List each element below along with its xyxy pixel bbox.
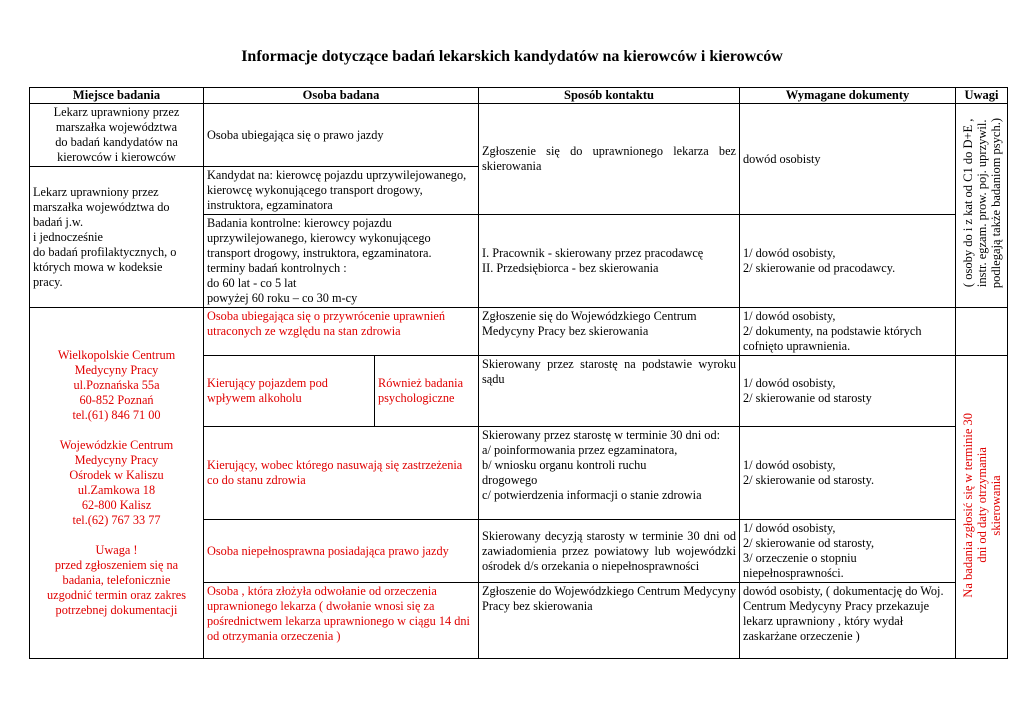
person-restore-license: Osoba ubiegająca się o przywrócenie uprawnień utraconych ze względu na stan zdrowia [204, 308, 479, 356]
docs-disability: 1/ dowód osobisty, 2/ skierowanie od starosty, 3/ orzeczenie o stopniu niepełnosprawności. [740, 520, 956, 583]
header-person: Osoba badana [204, 88, 479, 104]
table-row [30, 308, 1008, 356]
docs-restore: 1/ dowód osobisty, 2/ dokumenty, na podstawie których cofnięto uprawnienia. [740, 308, 956, 356]
contact-doctor: Zgłoszenie się do uprawnionego lekarza bez skierowania [479, 104, 740, 215]
exam-info-table [29, 87, 1008, 659]
note-deadline-30-days: Na badania zgłosić się w terminie 30 dni od daty otrzymania skierowania [956, 356, 1008, 659]
header-contact: Sposób kontaktu [479, 88, 740, 104]
docs-starost-2: 1/ dowód osobisty, 2/ skierowanie od starosty. [740, 427, 956, 520]
docs-id: dowód osobisty [740, 104, 956, 215]
contact-starost-30-days: Skierowany przez starostę w terminie 30 dni od: a/ poinformowania przez egzaminatora, b/ wniosku organu kontroli ruchu drogowego c/ potwierdzenia informacji o stanie zdrowia [479, 427, 740, 520]
person-alcohol: Kierujący pojazdem pod wpływem alkoholu [204, 356, 375, 427]
contact-employee: I. Pracownik - skierowany przez pracodawcę II. Przedsiębiorca - bez skierowania [479, 215, 740, 308]
table-row [30, 104, 1008, 167]
header-docs: Wymagane dokumenty [740, 88, 956, 104]
note-psych-exam: ( osoby do i z kat od C1 do D+E , instr. egzam. prow. poj. uprzywil. podlegają także badaniom psych.) [956, 104, 1008, 308]
person-control-exams: Badania kontrolne: kierowcy pojazdu uprzywilejowanego, kierowcy wykonującego transport drogowy, instruktora, egzaminatora. terminy badań kontrolnych : do 60 lat - co 5 lat powyżej 60 roku – co 30 m-cy [204, 215, 479, 308]
contact-court-verdict: Skierowany przez starostę na podstawie wyroku sądu [479, 356, 740, 427]
person-license-applicant: Osoba ubiegająca się o prawo jazdy [204, 104, 479, 167]
person-psych-also: Również badania psychologiczne [375, 356, 479, 427]
contact-disability: Skierowany decyzją starosty w terminie 30 dni od zawiadomienia przez powiatowy lub wojewódzki ośrodek d/s orzekania o niepełnosprawności [479, 520, 740, 583]
contact-wcmp-1: Zgłoszenie się do Wojewódzkiego Centrum Medycyny Pracy bez skierowania [479, 308, 740, 356]
header-row [30, 88, 1008, 104]
person-appeal: Osoba , która złożyła odwołanie od orzeczenia uprawnionego lekarza ( dwołanie wnosi się za pośrednictwem lekarza uprawnionego w ciągu 14 dni od otrzymania orzeczenia ) [204, 583, 479, 659]
note-empty [956, 308, 1008, 356]
place-occupational-medicine-centers: Wielkopolskie Centrum Medycyny Pracy ul.Poznańska 55a 60-852 Poznań tel.(61) 846 71 00 Wojewódzkie Centrum Medycyny Pracy Ośrodek w Kaliszu ul.Zamkowa 18 62-800 Kalisz tel.(62) 767 33 77 Uwaga ! przed zgłoszeniem się na badania, telefonicznie uzgodnić termin oraz zakres potrzebnej dokumentacji [30, 308, 204, 659]
person-disabled: Osoba niepełnosprawna posiadająca prawo jazdy [204, 520, 479, 583]
person-candidate-driver: Kandydat na: kierowcę pojazdu uprzywilejowanego, kierowcę wykonującego transport drogowy, instruktora, egzaminatora [204, 167, 479, 215]
header-place: Miejsce badania [30, 88, 204, 104]
document-title: Informacje dotyczące badań lekarskich kandydatów na kierowców i kierowców [241, 48, 783, 65]
header-notes: Uwagi [956, 88, 1008, 104]
contact-wcmp-2: Zgłoszenie do Wojewódzkiego Centrum Medycyny Pracy bez skierowania [479, 583, 740, 659]
docs-starost-1: 1/ dowód osobisty, 2/ skierowanie od starosty [740, 356, 956, 427]
docs-employer-referral: 1/ dowód osobisty, 2/ skierowanie od pracodawcy. [740, 215, 956, 308]
person-health-doubts: Kierujący, wobec którego nasuwają się zastrzeżenia co do stanu zdrowia [204, 427, 479, 520]
place-authorized-doctor: Lekarz uprawniony przez marszałka województwa do badań kandydatów na kierowców i kierowców [30, 104, 204, 167]
place-authorized-doctor-occupational: Lekarz uprawniony przez marszałka województwa do badań j.w. i jednocześnie do badań profilaktycznych, o których mowa w kodeksie pracy. [30, 167, 204, 308]
docs-appeal: dowód osobisty, ( dokumentację do Woj. Centrum Medycyny Pracy przekazuje lekarz uprawniony , który wydał zaskarżane orzeczenie ) [740, 583, 956, 659]
